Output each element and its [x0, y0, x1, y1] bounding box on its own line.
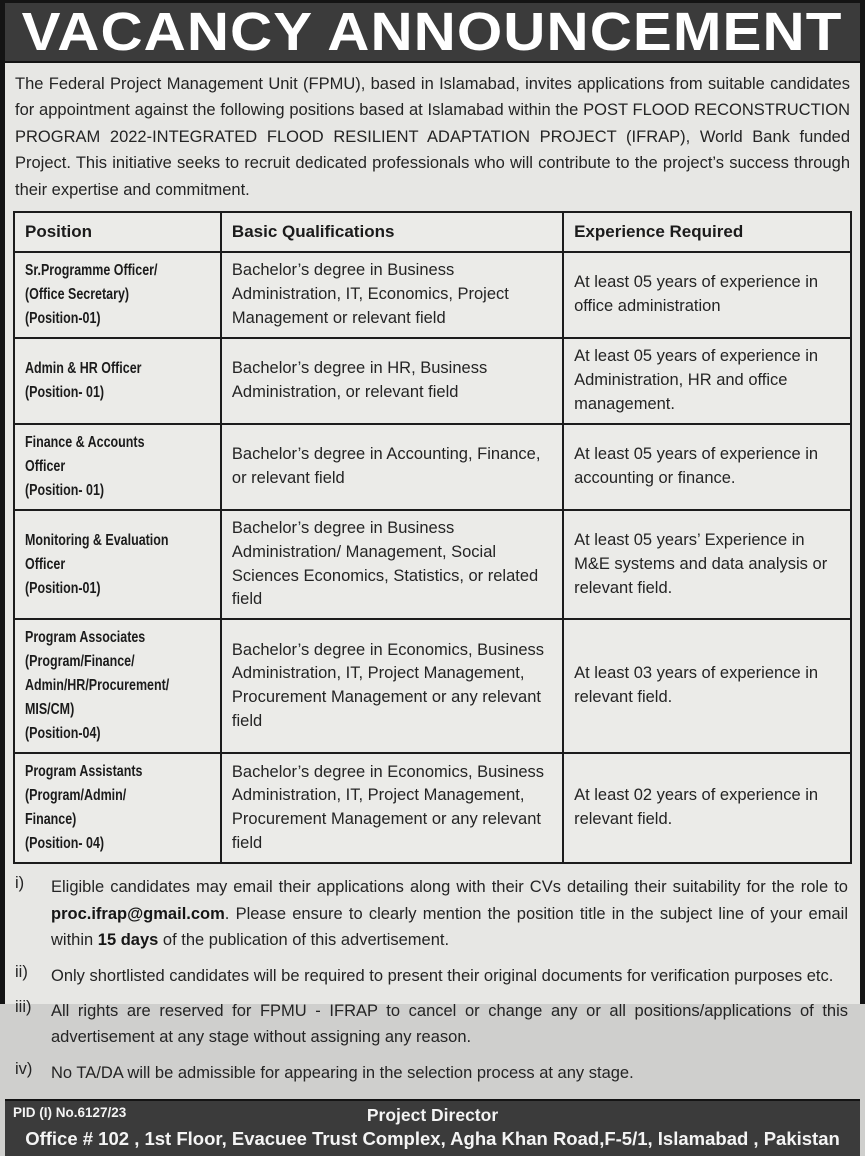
- table-header-row: [14, 212, 851, 252]
- positions-table-wrapper: [5, 209, 860, 864]
- position-cell: [14, 338, 221, 424]
- qualifications-cell: Bachelor’s degree in Accounting, Finance, or relevant field: [221, 424, 563, 510]
- note-item-iv: [15, 1060, 848, 1086]
- note-text: [51, 874, 848, 953]
- position-text: Finance & Accounts Officer (Position- 01): [25, 433, 145, 499]
- col-header-qualifications: Basic Qualifications: [221, 212, 563, 252]
- experience-cell: At least 05 years of experience in Administration, HR and office management.: [563, 338, 851, 424]
- experience-cell: At least 05 years of experience in accounting or finance.: [563, 424, 851, 510]
- position-text: Monitoring & Evaluation Officer (Position-01): [25, 531, 169, 597]
- qualifications-cell: Bachelor’s degree in HR, Business Administration, or relevant field: [221, 338, 563, 424]
- qualifications-cell: Bachelor’s degree in Business Administration, IT, Economics, Project Management or relevant field: [221, 252, 563, 338]
- note-number: iv): [15, 1059, 33, 1078]
- signatory-title: Project Director: [366, 1105, 499, 1126]
- qualifications-cell: Bachelor’s degree in Economics, Business Administration, IT, Project Management, Procurement Management or any relevant field: [221, 753, 563, 863]
- notes-list: [5, 864, 860, 1099]
- qualifications-cell: Bachelor’s degree in Economics, Business Administration, IT, Project Management, Procurement Management or any relevant field: [221, 619, 563, 753]
- position-text: Program Assistants (Program/Admin/ Finance) (Position- 04): [25, 763, 143, 853]
- experience-cell: At least 02 years of experience in relevant field.: [563, 753, 851, 863]
- page-title: VACANCY ANNOUNCEMENT: [22, 2, 843, 62]
- intro-paragraph: The Federal Project Management Unit (FPMU), based in Islamabad, invites applications from suitable candidates for appointment against the following positions based at Islamabad within the POST FLOOD RECONSTRUCTION PROGRAM 2022-INTEGRATED FLOOD RESILIENT ADAPTATION PROJECT (IFRAP), World Bank funded Project. This initiative seeks to recruit dedicated professionals who will contribute to the project’s success through their expertise and commitment.: [15, 75, 850, 199]
- qualifications-cell: Bachelor’s degree in Business Administration/ Management, Social Sciences Economics, Statistics, or related field: [221, 510, 563, 620]
- deadline-text: 15 days: [97, 931, 159, 950]
- note-segment: of the publication of this advertisement.: [158, 931, 450, 950]
- footer-bar: [5, 1099, 860, 1156]
- note-item-iii: [15, 998, 848, 1051]
- position-cell: [14, 753, 221, 863]
- experience-cell: At least 03 years of experience in relevant field.: [563, 619, 851, 753]
- positions-table: [13, 211, 852, 864]
- table-row-monitoring-evaluation-officer: [14, 510, 851, 620]
- note-number: i): [15, 874, 25, 893]
- position-cell: [14, 619, 221, 753]
- office-address: Office # 102 , 1st Floor, Evacuee Trust Complex, Agha Khan Road,F-5/1, Islamabad , Pakistan: [25, 1127, 840, 1149]
- note-number: iii): [15, 997, 32, 1016]
- pid-number: PID (I) No.6127/23: [13, 1105, 127, 1121]
- position-cell: [14, 252, 221, 338]
- note-text: Only shortlisted candidates will be required to present their original documents for verification purposes etc.: [51, 966, 834, 985]
- note-segment: . Please ensure to clearly mention the position title in the subject line of your email within: [51, 904, 848, 950]
- experience-cell: At least 05 years’ Experience in M&E systems and data analysis or relevant field.: [563, 510, 851, 620]
- table-row-program-assistants: [14, 753, 851, 863]
- position-text: Admin & HR Officer (Position- 01): [25, 359, 142, 401]
- note-item-i: [15, 874, 848, 953]
- col-header-experience: Experience Required: [563, 212, 851, 252]
- email-address: proc.ifrap@gmail.com: [51, 904, 225, 923]
- position-cell: [14, 510, 221, 620]
- position-text: Program Associates (Program/Finance/ Admin/HR/Procurement/ MIS/CM) (Position-04): [25, 629, 170, 743]
- col-header-position: Position: [14, 212, 221, 252]
- note-text: All rights are reserved for FPMU - IFRAP to cancel or change any or all positions/applications of this advertisement at any stage without assigning any reason.: [51, 1001, 848, 1047]
- table-row-finance-accounts-officer: [14, 424, 851, 510]
- table-row-program-associates: [14, 619, 851, 753]
- title-bar: [5, 3, 860, 63]
- note-text: No TA/DA will be admissible for appearing in the selection process at any stage.: [51, 1063, 634, 1082]
- note-item-ii: [15, 963, 848, 989]
- experience-cell: At least 05 years of experience in office administration: [563, 252, 851, 338]
- footer-center-block: [13, 1104, 852, 1151]
- note-number: ii): [15, 962, 28, 981]
- table-row-sr-programme-officer: [14, 252, 851, 338]
- table-row-admin-hr-officer: [14, 338, 851, 424]
- position-cell: [14, 424, 221, 510]
- position-text: Sr.Programme Officer/ (Office Secretary) (Position-01): [25, 261, 158, 327]
- note-segment: Eligible candidates may email their applications along with their CVs detailing their suitability for the role to: [51, 878, 848, 897]
